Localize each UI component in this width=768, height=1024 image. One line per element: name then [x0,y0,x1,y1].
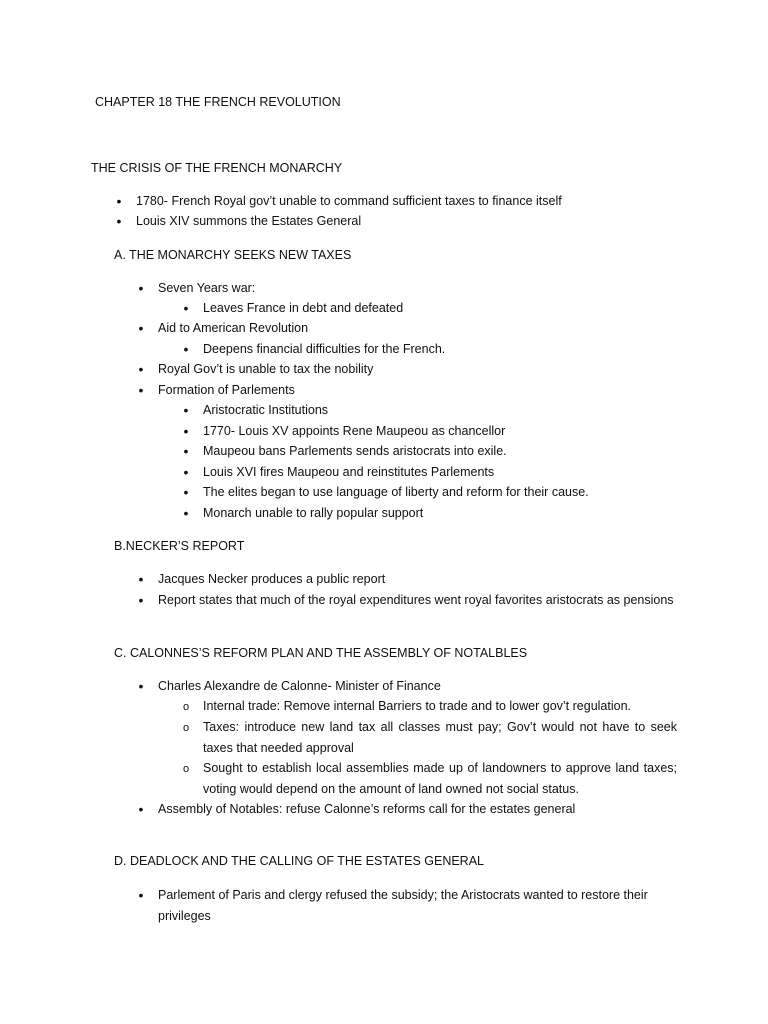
bullet-icon [179,503,193,525]
list-item: Internal trade: Remove internal Barriers to trade and to lower gov’t regulation. [203,699,632,713]
list-item: Maupeou bans Parlements sends aristocrats into exile. [203,444,507,458]
list-item: Aid to American Revolution [158,321,309,335]
bullet-icon [179,298,193,320]
bullet-icon [134,278,148,300]
list-item: Taxes: introduce new land tax all classes must pay; Gov’t would not have to seek taxes that needed approval [203,720,677,755]
list-item: Charles Alexandre de Calonne- Minister of Finance [158,679,441,693]
list-item: Formation of Parlements [158,383,295,397]
list-item: Seven Years war: [158,281,256,295]
list-item: Aristocratic Institutions [203,403,329,417]
subsection-heading-d: D. DEADLOCK AND THE CALLING OF THE ESTATES GENERAL [114,854,484,868]
list-item: Assembly of Notables: refuse Calonne’s reforms call for the estates general [158,802,576,816]
bullet-icon [179,441,193,463]
circle-bullet-icon [179,696,193,718]
bullet-icon [179,339,193,361]
subsection-heading-c: C. CALONNES’S REFORM PLAN AND THE ASSEMBLY OF NOTALBLES [114,646,528,660]
list-item: 1770- Louis XV appoints Rene Maupeou as chancellor [203,424,506,438]
subsection-heading-a: A. THE MONARCHY SEEKS NEW TAXES [114,248,352,262]
bullet-icon [134,318,148,340]
bullet-icon [179,462,193,484]
bullet-icon [112,211,126,233]
bullet-icon [134,885,148,907]
bullet-icon [134,590,148,612]
chapter-title: CHAPTER 18 THE FRENCH REVOLUTION [95,95,341,109]
bullet-icon [134,676,148,698]
list-item: Leaves France in debt and defeated [203,301,404,315]
list-item: 1780- French Royal gov’t unable to command sufficient taxes to finance itself [136,194,562,208]
list-item: Deepens financial difficulties for the French. [203,342,446,356]
list-item: Louis XVI fires Maupeou and reinstitutes Parlements [203,465,495,479]
circle-bullet-icon [179,717,193,739]
bullet-icon [112,191,126,213]
list-item: The elites began to use language of liberty and reform for their cause. [203,485,589,499]
list-item: Sought to establish local assemblies made up of landowners to approve land taxes; voting would depend on the amount of land owned not social status. [203,761,677,796]
bullet-icon [134,799,148,821]
bullet-icon [134,359,148,381]
circle-bullet-icon [179,758,193,780]
bullet-icon [179,482,193,504]
list-item: Report states that much of the royal expenditures went royal favorites aristocrats as pensions [158,593,674,607]
bullet-icon [179,421,193,443]
bullet-icon [134,569,148,591]
list-item: Louis XIV summons the Estates General [136,214,362,228]
list-item: Parlement of Paris and clergy refused the subsidy; the Aristocrats wanted to restore their privileges [158,888,648,923]
bullet-icon [179,400,193,422]
list-item: Monarch unable to rally popular support [203,506,424,520]
bullet-icon [134,380,148,402]
subsection-heading-b: B.NECKER’S REPORT [114,539,245,553]
list-item: Jacques Necker produces a public report [158,572,386,586]
section-heading: THE CRISIS OF THE FRENCH MONARCHY [91,161,343,175]
list-item: Royal Gov’t is unable to tax the nobility [158,362,374,376]
